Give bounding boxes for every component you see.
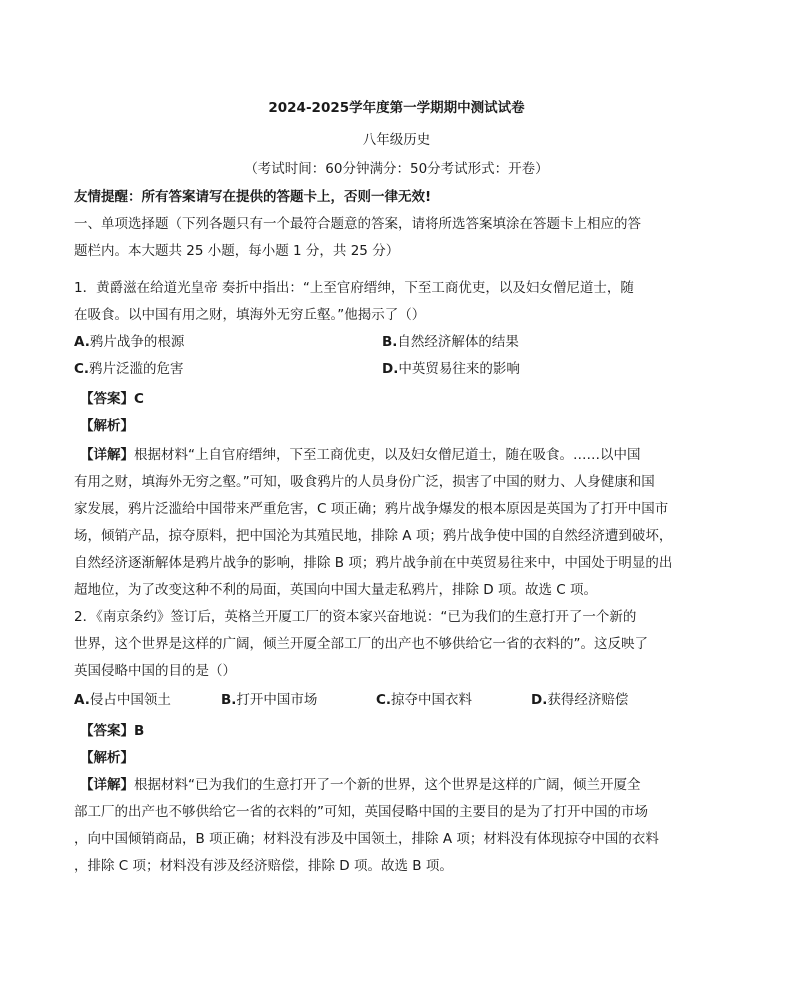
q2-detail-line4: ，排除 C 项；材料没有涉及经济赔偿，排除 D 项。故选 B 项。 — [74, 858, 453, 874]
option-letter: B. — [382, 334, 398, 350]
q2-detail-line2: 部工厂的出产也不够供给它一省的衣料的”可知，英国侵略中国的主要目的是为了打开中国的市场 — [74, 804, 648, 820]
option-text: 鸦片泛滥的危害 — [89, 361, 184, 377]
q2-option-b — [221, 688, 317, 708]
q1-detail-line5: 自然经济逐渐解体是鸦片战争的影响，排除 B 项；鸦片战争前在中英贸易往来中，中国处于明显的出 — [74, 555, 673, 571]
q1-option-d — [382, 357, 520, 377]
option-text: 中英贸易往来的影响 — [398, 361, 520, 377]
option-text: 鸦片战争的根源 — [89, 334, 185, 350]
exam-info: （考试时间：60分钟满分：50分考试形式：开卷） — [244, 161, 549, 177]
answer-tag: 【答案】 — [80, 391, 134, 407]
answer-tag: 【答案】 — [80, 723, 134, 739]
q1-detail-line6: 超地位，为了改变这种不利的局面，英国向中国大量走私鸦片，排除 D 项。故选 C 项。 — [74, 582, 597, 598]
q2-detail-line3: ，向中国倾销商品，B 项正确；材料没有涉及中国领土，排除 A 项；材料没有体现掠夺中国的衣料 — [74, 831, 659, 847]
q1-detail-line4: 场，倾销产品，掠夺原料，把中国沦为其殖民地，排除 A 项；鸦片战争使中国的自然经济遭到破坏， — [74, 528, 673, 544]
q1-stem-line1: 1．黄爵滋在给道光皇帝 奏折中指出：“上至官府缙绅，下至工商优吏，以及妇女僧尼道士，随 — [74, 280, 634, 296]
q1-answer — [80, 387, 144, 407]
q2-option-c — [376, 688, 472, 708]
option-letter: C. — [376, 692, 392, 708]
option-text: 侵占中国领土 — [89, 692, 171, 708]
section-heading-line1: 一、单项选择题（下列各题只有一个最符合题意的答案，请将所选答案填涂在答题卡上相应的答 — [74, 216, 641, 232]
option-text: 获得经济赔偿 — [547, 692, 629, 708]
option-text: 掠夺中国衣料 — [391, 692, 473, 708]
q2-option-a — [74, 688, 171, 708]
q2-stem-line3: 英国侵略中国的目的是（） — [74, 663, 236, 679]
q1-detail-line3: 家发展，鸦片泛滥给中国带来严重危害，C 项正确；鸦片战争爆发的根本原因是英国为了打开中国市 — [74, 501, 669, 517]
option-letter: B. — [221, 692, 237, 708]
q1-option-b — [382, 330, 519, 350]
q1-detail-line1 — [80, 443, 641, 463]
q2-detail-line1 — [80, 773, 641, 793]
q2-stem-line1: 2．《南京条约》签订后，英格兰开厦工厂的资本家兴奋地说：“已为我们的生意打开了一个新的 — [74, 609, 637, 625]
option-text: 自然经济解体的结果 — [397, 334, 519, 350]
q1-detail-line2: 有用之财，填海外无穷之壑。”可知，吸食鸦片的人员身份广泛，损害了中国的财力、人身健康和国 — [74, 474, 655, 490]
option-letter: D. — [531, 692, 548, 708]
answer-value: B — [134, 723, 145, 739]
notice: 友情提醒：所有答案请写在提供的答题卡上，否则一律无效! — [74, 189, 432, 205]
detail-text: 根据材料“上自官府缙绅，下至工商优吏，以及妇女僧尼道士，随在吸食。……以中国 — [134, 447, 641, 463]
option-letter: D. — [382, 361, 399, 377]
q1-analysis-tag: 【解析】 — [80, 418, 134, 434]
option-text: 打开中国市场 — [236, 692, 318, 708]
option-letter: A. — [74, 692, 90, 708]
answer-value: C — [134, 391, 144, 407]
detail-text: 根据材料“已为我们的生意打开了一个新的世界，这个世界是这样的广阔，倾兰开厦全 — [134, 777, 641, 793]
detail-tag: 【详解】 — [80, 447, 134, 463]
q1-option-a — [74, 330, 184, 350]
exam-title: 2024-2025学年度第一学期期中测试试卷 — [268, 100, 525, 116]
option-letter: A. — [74, 334, 90, 350]
q2-option-d — [531, 688, 628, 708]
q2-analysis-tag: 【解析】 — [80, 750, 134, 766]
q2-stem-line2: 世界，这个世界是这样的广阔，倾兰开厦全部工厂的出产也不够供给它一省的衣料的”。这反映了 — [74, 636, 648, 652]
option-letter: C. — [74, 361, 90, 377]
detail-tag: 【详解】 — [80, 777, 134, 793]
q2-answer — [80, 719, 144, 739]
q1-option-c — [74, 357, 184, 377]
q1-stem-line2: 在吸食。以中国有用之财，填海外无穷丘壑。”他揭示了（） — [74, 307, 426, 323]
exam-subtitle: 八年级历史 — [362, 132, 431, 148]
section-heading-line2: 题栏内。本大题共 25 小题，每小题 1 分，共 25 分） — [74, 243, 400, 259]
